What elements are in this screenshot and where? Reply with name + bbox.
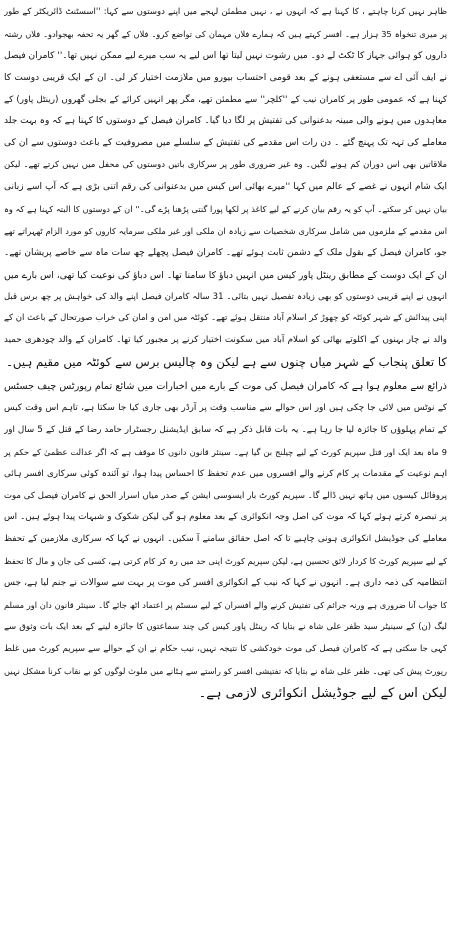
text-line: معاملے کی جوڈیشل انکوائری ہونی چاہیے تا کہ اصل حقائق سامنے آ سکیں۔ انہوں نے کہا کہ سرکاری ملازمین کے تحفظ [4,534,447,545]
text-line: ایک شام انہوں نے غصے کے عالم میں کہا ''میرے بھائی اس کیس میں بدعنوانی کی رقم اتنی بڑی ہے کہ آپ اسے زبانی [4,182,447,193]
text-line: لیکن اس کے لیے جوڈیشل انکوائری لازمی ہے۔ [198,685,447,701]
text-line: جو، کامران فیصل کے بقول ملک کے دشمن ثابت ہوئے تھے۔ کامران فیصل پچھلے چھ سات ماہ سے خاصے پریشان تھے۔ [4,247,447,258]
text-line: کے تمام پہلوؤں کا جائزہ لیا جا رہا ہے۔ یہ بات قابل ذکر ہے کہ سابق ایڈیشنل رجسٹرار حامد رضا کے قتل کے 5 سال اور [4,424,447,435]
text-line: کہنا ہے کہ عمومی طور پر کامران نیب کے ''کلچر'' سے مطمئن تھے، مگر پھر انہیں کرائے کے بجلی گھروں (رینٹل پاور) کے [4,94,447,105]
text-line: پروفائل کیسوں میں ہاتھ نہیں ڈالے گا۔ سپریم کورٹ بار ایسوسی ایشن کے صدر میاں اسرار الحق نے کامران فیصل کی موت [4,490,447,501]
text-line: والد نے چار بہنوں کے اکلوتے بھائی کو اسلام آباد میں سکونت اختیار کرنے پر مجبور کیا تھا۔ کامران کے والد چودھری حمید [4,335,447,346]
text-line: کا تعلق پنجاب کے شہر میاں چنوں سے ہے لیکن وہ چالیس برس سے کوئٹہ میں مقیم ہیں۔ [6,355,447,370]
text-line: ملاقاتیں بھی اس دوران کم ہونے لگیں۔ وہ غیر ضروری طور پر سرکاری باتیں دوستوں کی محفل میں نہیں کرتے تھے۔ لیکن [4,160,447,171]
article-body [4,2,447,705]
text-line: رپورٹ پیش کی تھی۔ ظفر علی شاہ نے بتایا کہ تفتیشی افسر کو راستے سے ہٹانے میں ملوث لوگوں کو بے نقاب کرنا مشکل نہیں [4,665,447,676]
text-line: داروں کو ہوائی جہاز کا ٹکٹ لے دو۔ میں رشوت نہیں لیتا تھا اس لیے یہ سب میرے لیے ممکن نہیں تھا۔'' کامران فیصل [4,50,447,61]
text-line: معاہدوں میں ہونے والی مبینہ بدعنوانی کی تفتیش پر لگا دیا گیا۔ کامران فیصل کے دوستوں کا کہنا ہے کہ وہ بہت جلد [4,116,447,127]
text-line: 9 ماہ بعد ایک اور قتل سپریم کورٹ کے لیے چیلنج بن گیا ہے۔ سینئر قانون دانوں کا موقف ہے کہ اگر عدالت عظمیٰ کے حکم پر [4,446,447,457]
text-line: پر تبصرہ کرتے ہوئے کہا کہ موت کی اصل وجہ انکوائری کے بعد معلوم ہو گی لیکن شکوک و شبہات پیدا ہوئے ہیں۔ اس [4,512,447,523]
paragraph-2 [4,376,447,704]
text-line: کے لیے سپریم کورٹ کا کردار لائق تحسین ہے، لیکن سپریم کورٹ اپنی حد میں رہ کر کام کرتی ہے، کسی کی جان و مال کا تحفظ [4,556,447,567]
text-line: پر میری تنخواہ 35 ہزار ہے۔ افسر کہتے ہیں کہ ہمارے فلاں مہمان کی تواضع کرو۔ فلاں کے گھر یہ تحفہ بھجوادو۔ فلاں رشتہ [4,28,447,39]
text-line: ظاہر نہیں کرنا چاہتے ، کا کہنا ہے کہ انہوں نے ، نہیں مطمئن لہجے میں اپنے دوستوں سے کہا: ''اسسٹنٹ ڈائریکٹر کے طور [4,7,447,17]
text-line: کہی جا سکتی ہے کہ کامران فیصل کی موت خودکشی کا نتیجہ نہیں، نیب حکام نے ان کے حوالے سے سپریم کورٹ میں غلط [4,643,447,654]
text-line: معاملے کی تہہ تک پہنچ گئے ۔ دن رات اس مقدمے کی تفتیش کے سلسلے میں مصروفیت کے باعث دوستوں سے ان کی [4,138,447,149]
text-line: کا جواب آنا ضروری ہے ورنہ جرائم کی تفتیش کرنے والے افسران کے لیے سسٹم پر اعتماد اٹھ جائے گا۔ سینئر قانون دان اور مسلم [4,600,447,611]
text-line: ان کے ایک دوست کے مطابق رینٹل پاور کیس میں انہیں دباؤ کا سامنا تھا۔ اس دباؤ کی نوعیت کیا تھی، اس بارے میں [4,269,447,281]
text-line: اپنی پیدائش کے شہر کوئٹہ کو چھوڑ کر اسلام آباد منتقل ہوئے تھے۔ کوئٹہ میں امن و امان کی خراب صورتحال کے باعث ان کے [4,313,447,324]
text-line: بیان نہیں کر سکتے۔ آپ کو یہ رقم بیان کرنے کے لیے کاغذ پر لکھا پورا گنتی پڑھنا پڑے گی۔'' ان کے دوستوں کا البتہ کہنا ہے کہ وہ [4,204,447,215]
text-line: اس مقدمے کے ملزموں میں شامل سرکاری شخصیات سے زیادہ ان ملکی اور غیر ملکی سرمایہ کاروں کو مورد الزام ٹھہراتے تھے [4,225,447,236]
text-line: ذرائع سے معلوم ہوا ہے کہ کامران فیصل کی موت کے بارے میں اخبارات میں شائع تمام رپورٹس چیف جسٹس [4,381,447,393]
text-line: انتظامیہ کی ذمہ داری ہے۔ انہوں نے کہا کہ نیب کے انکوائری افسر کی موت پر بہت سے سوالات نے جنم لیا ہے، جس [4,578,447,589]
text-line: کے نوٹس میں لائی جا چکی ہیں اور اس حوالے سے مناسب وقت پر آرڈر بھی جاری کیا جا سکتا ہے، تاہم اس وقت کیس [4,403,447,414]
text-line: نے ایف آئی اے سے مستعفی ہونے کے بعد قومی احتساب بیورو میں ملازمت اختیار کر لی۔ ان کے ایک قریبی دوست کا [4,72,447,83]
text-line: اہم نوعیت کے مقدمات پر کام کرنے والے افسروں میں عدم تحفظ کا احساس پیدا ہوا، تو آئندہ کوئی سرکاری افسر ہائی [4,468,447,479]
text-line: انہوں نے اپنے قریبی دوستوں کو بھی زیادہ تفصیل نہیں بتائی۔ 31 سالہ کامران فیصل اپنے والد کی خواہش پر چھ برس قبل [4,291,447,302]
paragraph-1 [4,2,447,374]
text-line: لیگ (ن) کے سینیٹر سید ظفر علی شاہ نے بتایا کہ رینٹل پاور کیس کی چند سماعتوں کا جائزہ لینے کے بعد ایک بات وثوق سے [4,621,447,632]
